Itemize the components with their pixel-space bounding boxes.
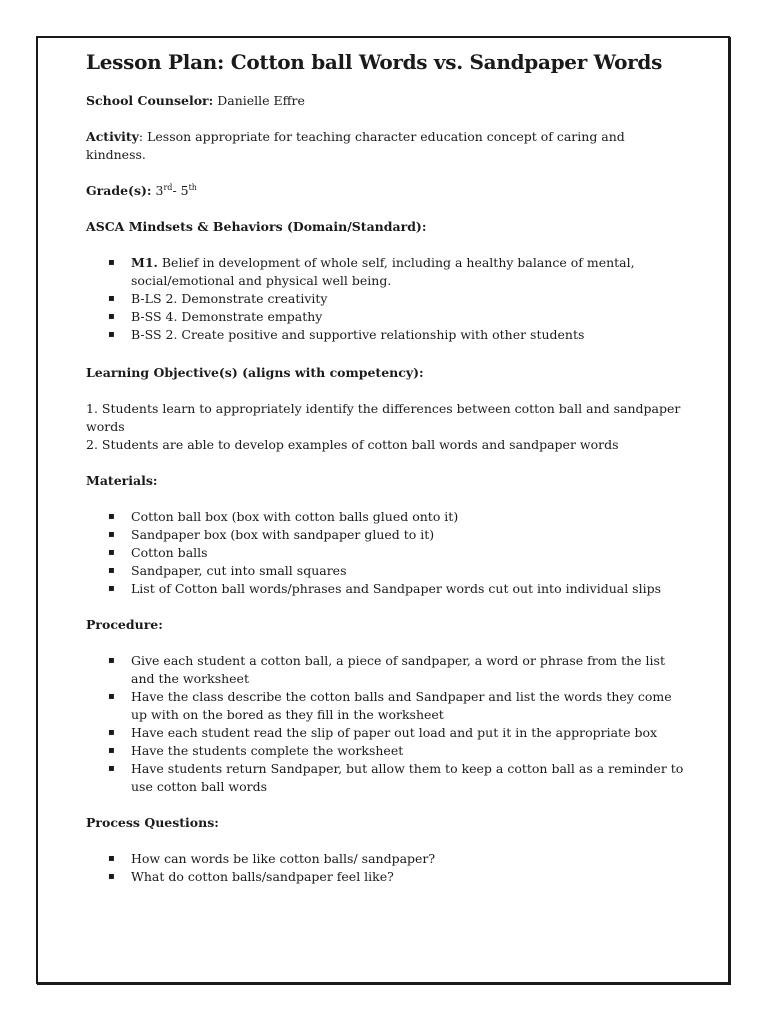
question-text: What do cotton balls/sandpaper feel like? xyxy=(131,869,394,884)
list-item xyxy=(86,688,686,724)
bullet-icon: ▪ xyxy=(108,727,115,738)
grade-to-sup: th xyxy=(188,182,197,192)
grades-line xyxy=(86,182,686,200)
activity-line xyxy=(86,128,686,164)
procedure-text: Give each student a cotton ball, a piece of sandpaper, a word or phrase from the list and the worksheet xyxy=(131,653,665,686)
activity-label: Activity xyxy=(86,129,139,144)
asca-item-text: B-LS 2. Demonstrate creativity xyxy=(131,291,328,306)
questions-list xyxy=(86,850,686,886)
bullet-icon: ▪ xyxy=(108,311,115,322)
bullet-icon: ▪ xyxy=(108,745,115,756)
bullet-icon: ▪ xyxy=(108,329,115,340)
counselor-name: Danielle Effre xyxy=(217,93,305,108)
list-item xyxy=(86,254,686,290)
activity-text: : Lesson appropriate for teaching character education concept of caring and kindness. xyxy=(86,129,625,162)
procedure-list xyxy=(86,652,686,796)
materials-heading: Materials: xyxy=(86,473,158,488)
bullet-icon: ▪ xyxy=(108,565,115,576)
list-item xyxy=(86,760,686,796)
list-item xyxy=(86,742,686,760)
material-text: Sandpaper, cut into small squares xyxy=(131,563,347,578)
procedure-text: Have the class describe the cotton balls and Sandpaper and list the words they come up with on the bored as they fill in the worksheet xyxy=(131,689,672,722)
grade-from-sup: rd xyxy=(163,182,173,192)
asca-item-code: M1. xyxy=(131,255,158,270)
list-item xyxy=(86,850,686,868)
bullet-icon: ▪ xyxy=(108,293,115,304)
material-text: Sandpaper box (box with sandpaper glued to it) xyxy=(131,527,435,542)
page-title: Lesson Plan: Cotton ball Words vs. Sandpaper Words xyxy=(86,50,663,74)
list-item xyxy=(86,326,686,344)
asca-item-text: B-SS 4. Demonstrate empathy xyxy=(131,309,323,324)
grades-value xyxy=(156,183,197,198)
objectives-heading: Learning Objective(s) (aligns with competency): xyxy=(86,365,424,380)
list-item xyxy=(86,724,686,742)
bullet-icon: ▪ xyxy=(108,511,115,522)
grade-sep: - 5 xyxy=(172,183,189,198)
list-item xyxy=(86,580,686,598)
asca-item-text: Belief in development of whole self, including a healthy balance of mental, social/emotional and physical well being. xyxy=(131,255,635,288)
grades-label: Grade(s): xyxy=(86,183,152,198)
list-item xyxy=(86,290,686,308)
document-content xyxy=(86,48,686,886)
list-item xyxy=(86,562,686,580)
document-page xyxy=(36,36,730,984)
materials-list xyxy=(86,508,686,598)
question-text: How can words be like cotton balls/ sandpaper? xyxy=(131,851,436,866)
counselor-line xyxy=(86,92,686,110)
procedure-text: Have students return Sandpaper, but allow them to keep a cotton ball as a reminder to use cotton ball words xyxy=(131,761,684,794)
counselor-label: School Counselor: xyxy=(86,93,214,108)
bullet-icon: ▪ xyxy=(108,655,115,666)
material-text: Cotton ball box (box with cotton balls glued onto it) xyxy=(131,509,459,524)
bullet-icon: ▪ xyxy=(108,853,115,864)
bullet-icon: ▪ xyxy=(108,529,115,540)
list-item xyxy=(86,526,686,544)
questions-heading: Process Questions: xyxy=(86,815,219,830)
bullet-icon: ▪ xyxy=(108,871,115,882)
objective-line: 1. Students learn to appropriately identify the differences between cotton ball and sandpaper words xyxy=(86,401,681,434)
list-item xyxy=(86,544,686,562)
bullet-icon: ▪ xyxy=(108,257,115,268)
bullet-icon: ▪ xyxy=(108,691,115,702)
list-item xyxy=(86,508,686,526)
bullet-icon: ▪ xyxy=(108,763,115,774)
asca-item-text: B-SS 2. Create positive and supportive relationship with other students xyxy=(131,327,585,342)
material-text: Cotton balls xyxy=(131,545,208,560)
list-item xyxy=(86,652,686,688)
bullet-icon: ▪ xyxy=(108,547,115,558)
asca-list xyxy=(86,254,686,344)
procedure-text: Have the students complete the worksheet xyxy=(131,743,404,758)
procedure-text: Have each student read the slip of paper out load and put it in the appropriate box xyxy=(131,725,658,740)
material-text: List of Cotton ball words/phrases and Sandpaper words cut out into individual slips xyxy=(131,581,661,596)
list-item xyxy=(86,868,686,886)
list-item xyxy=(86,308,686,326)
bullet-icon: ▪ xyxy=(108,583,115,594)
objective-line: 2. Students are able to develop examples of cotton ball words and sandpaper words xyxy=(86,437,619,452)
asca-heading: ASCA Mindsets & Behaviors (Domain/Standard): xyxy=(86,219,427,234)
procedure-heading: Procedure: xyxy=(86,617,163,632)
grade-from: 3 xyxy=(155,183,164,198)
